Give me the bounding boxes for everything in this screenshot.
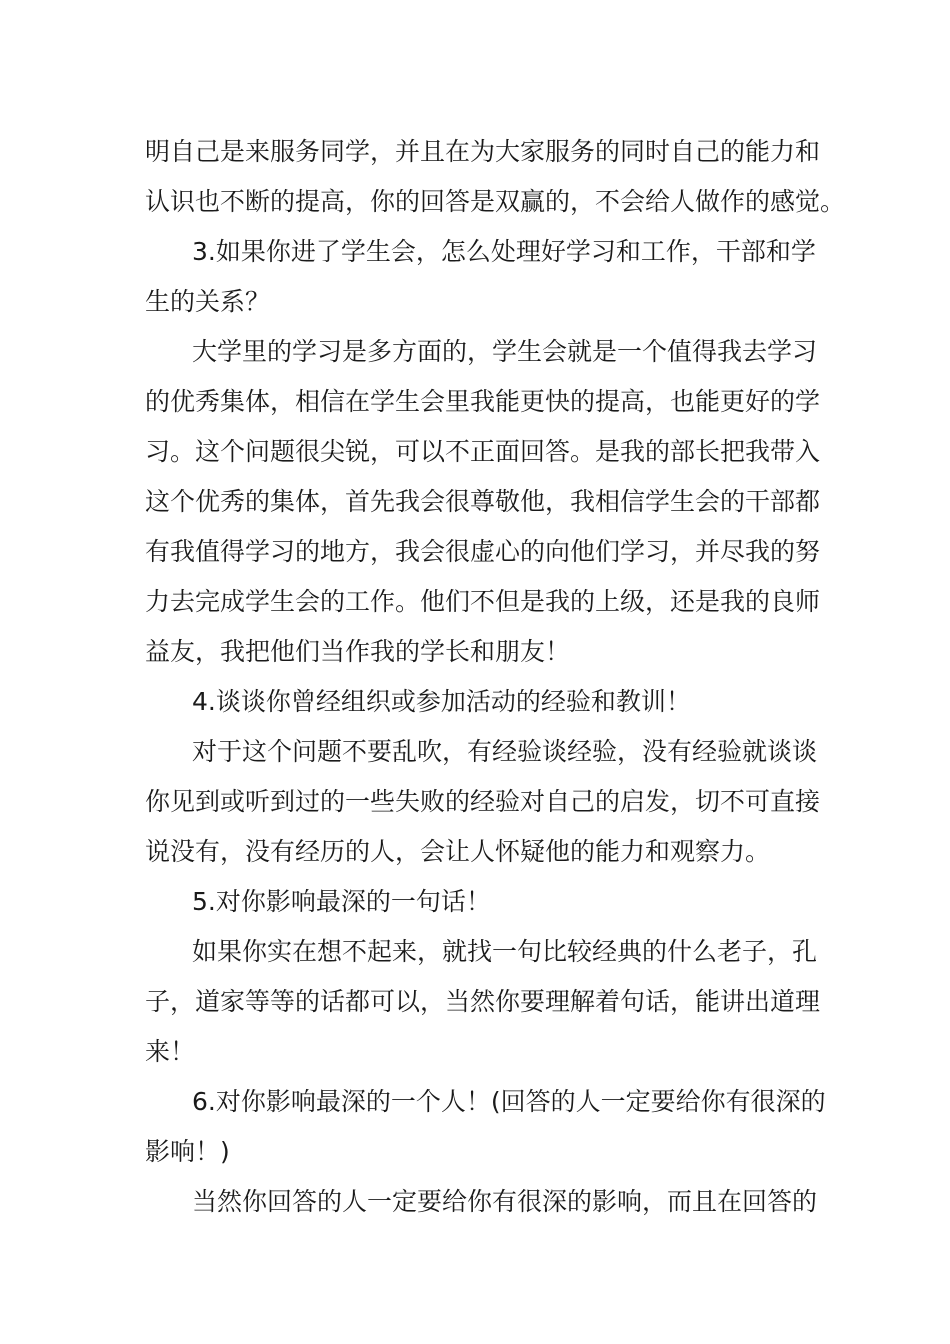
question-heading-5: 5.对你影响最深的一句话！ [192, 887, 491, 916]
paragraph-line: 子，道家等等的话都可以，当然你要理解着句话，能讲出道理 [145, 987, 821, 1016]
paragraph-line: 说没有，没有经历的人，会让人怀疑他的能力和观察力。 [145, 837, 771, 866]
paragraph-line: 明自己是来服务同学，并且在为大家服务的同时自己的能力和 [145, 137, 821, 166]
paragraph-line: 如果你实在想不起来，就找一句比较经典的什么老子，孔 [192, 937, 818, 966]
question-heading-4: 4.谈谈你曾经组织或参加活动的经验和教训！ [192, 687, 691, 716]
paragraph-line: 有我值得学习的地方，我会很虚心的向他们学习，并尽我的努 [145, 537, 821, 566]
paragraph-line: 对于这个问题不要乱吹，有经验谈经验，没有经验就谈谈 [192, 737, 818, 766]
question-heading-6: 6.对你影响最深的一个人！(回答的人一定要给你有很深的 [192, 1087, 826, 1116]
paragraph-line: 影响！) [145, 1137, 230, 1166]
paragraph-line: 当然你回答的人一定要给你有很深的影响，而且在回答的 [192, 1187, 818, 1216]
paragraph-line: 这个优秀的集体，首先我会很尊敬他，我相信学生会的干部都 [145, 487, 821, 516]
paragraph-line: 生的关系？ [145, 287, 271, 316]
paragraph-line: 大学里的学习是多方面的，学生会就是一个值得我去学习 [192, 337, 818, 366]
paragraph-line: 你见到或听到过的一些失败的经验对自己的启发，切不可直接 [145, 787, 821, 816]
question-heading-3: 3.如果你进了学生会，怎么处理好学习和工作，干部和学 [192, 237, 816, 266]
paragraph-line: 力去完成学生会的工作。他们不但是我的上级，还是我的良师 [145, 587, 821, 616]
paragraph-line: 认识也不断的提高，你的回答是双赢的，不会给人做作的感觉。 [145, 187, 846, 216]
paragraph-line: 来！ [145, 1037, 196, 1066]
paragraph-line: 益友，我把他们当作我的学长和朋友！ [145, 637, 571, 666]
paragraph-line: 习。这个问题很尖锐，可以不正面回答。是我的部长把我带入 [145, 437, 821, 466]
paragraph-line: 的优秀集体，相信在学生会里我能更快的提高，也能更好的学 [145, 387, 821, 416]
